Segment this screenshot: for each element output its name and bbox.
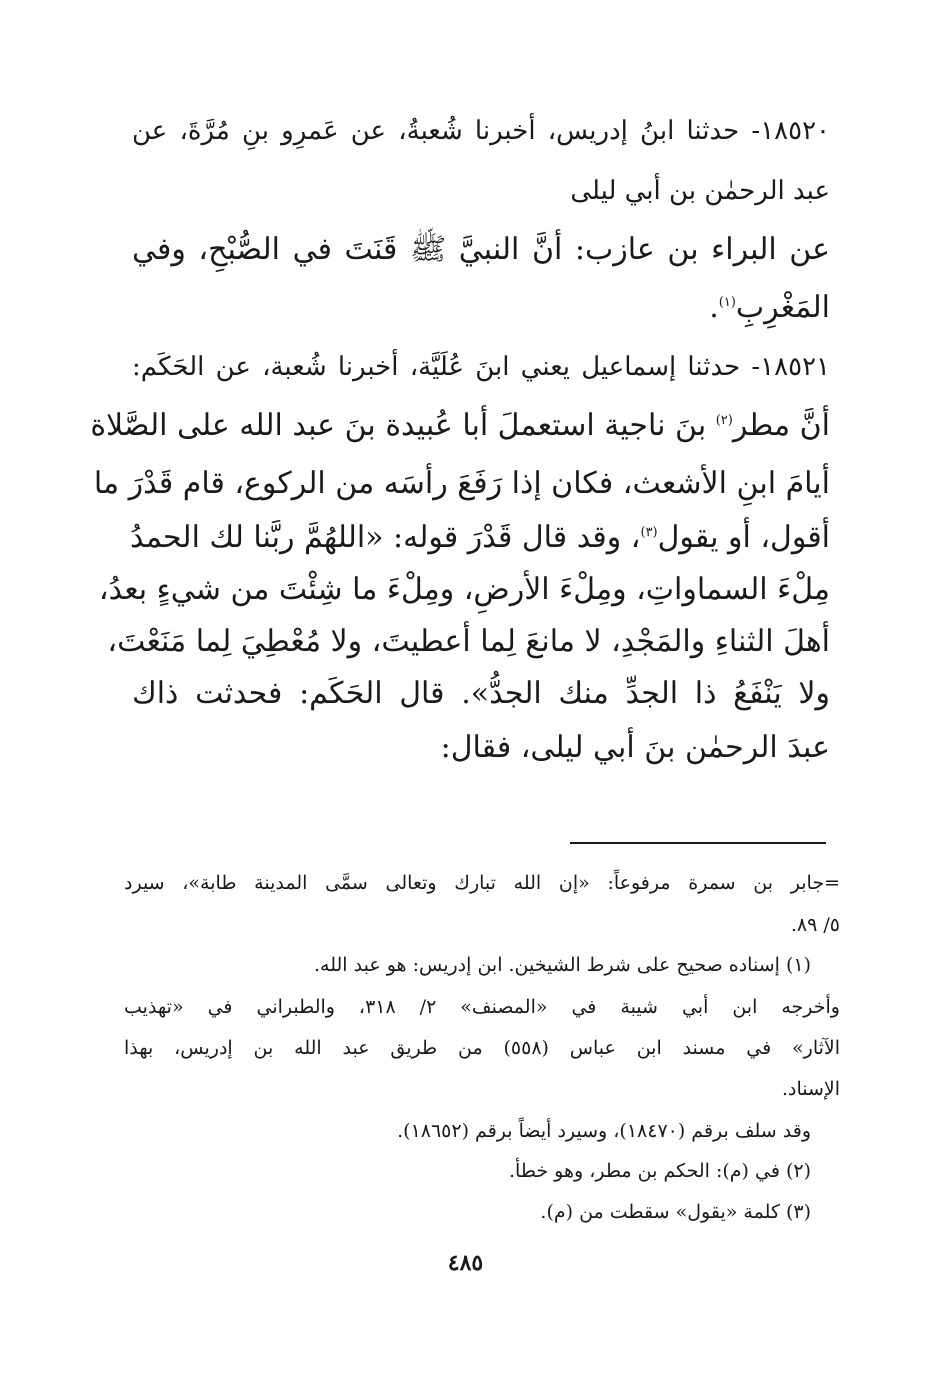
hadith-18521-line-2 <box>90 408 830 444</box>
footnote-3: (٣) كلمة «يقول» سقطت من (م). <box>540 1201 811 1223</box>
footnote-2: (٢) في (م): الحكم بن مطر، وهو خطأ. <box>508 1160 811 1182</box>
hadith-18521-line-2-a: أنَّ مطر <box>732 408 830 443</box>
hadith-18521-line-7: ولا يَنْفَعُ ذا الجدِّ منك الجدُّ». قال الحَكَم: فحدثت ذاك <box>132 676 830 711</box>
footnote-1-line-5: وقد سلف برقم (١٨٤٧٠)، وسيرد أيضاً برقم (١٨٦٥٢). <box>397 1120 811 1142</box>
hadith-18520-line-1: ١٨٥٢٠- حدثنا ابنُ إدريس، أخبرنا شُعبةُ، عن عَمرِو بنِ مُرَّةَ، عن <box>132 116 831 146</box>
hadith-18521-line-2-b: بنَ ناجية استعملَ أبا عُبيدة بنَ عبد الله على الصَّلاة <box>90 408 716 443</box>
hadith-18521-line-3: أيامَ ابنِ الأشعث، فكان إذا رَفَعَ رأسَه من الركوع، قام قَدْرَ ما <box>93 466 830 501</box>
footnote-ref-3: (٣) <box>640 525 658 540</box>
footnote-separator <box>570 842 826 844</box>
footnote-1-line-4: الإسناد. <box>781 1078 840 1100</box>
hadith-18520-line-2: عبد الرحمٰن بن أبي ليلى <box>570 176 830 206</box>
footnote-continuation-line-2: ٥/ ٨٩. <box>790 914 840 936</box>
hadith-18520-line-4-end: . <box>709 290 719 325</box>
footnote-continuation-line-1: =جابر بن سمرة مرفوعاً: «إن الله تبارك وتعالى سمَّى المدينة طابة»، سيرد <box>124 872 840 894</box>
hadith-18521-line-4 <box>129 520 830 556</box>
hadith-18520-line-4-text: المَغْرِبِ <box>735 290 830 325</box>
hadith-18521-line-5: مِلْءَ السماواتِ، ومِلْءَ الأرضِ، ومِلْءَ ما شِئْتَ من شيءٍ بعدُ، <box>98 572 830 607</box>
hadith-18520-line-3: عن البراء بن عازب: أنَّ النبيَّ ﷺ قَنَتَ في الصُّبْحِ، وفي <box>132 232 830 267</box>
hadith-18521-line-4-b: ، وقد قال قَدْرَ قوله: «اللهُمَّ ربَّنا لك الحمدُ <box>129 520 641 555</box>
hadith-18520-line-4 <box>132 290 830 326</box>
footnote-1-line-3: الآثار» في مسند ابن عباس (٥٥٨) من طريق عبد الله بن إدريس، بهذا <box>124 1037 841 1059</box>
hadith-18521-line-8: عبدَ الرحمٰن بنَ أبي ليلى، فقال: <box>440 730 830 765</box>
hadith-18521-line-6: أهلَ الثناءِ والمَجْدِ، لا مانعَ لِما أعطيتَ، ولا مُعْطِيَ لِما مَنَعْتَ، <box>107 624 830 659</box>
footnote-1-line-2: وأخرجه ابن أبي شيبة في «المصنف» ٢/ ٣١٨، والطبراني في «تهذيب <box>124 996 840 1018</box>
page-number: ٤٨٥ <box>447 1250 484 1276</box>
hadith-18521-line-4-a: أقول، أو يقول <box>657 520 830 555</box>
footnote-1-line-1: (١) إسناده صحيح على شرط الشيخين. ابن إدريس: هو عبد الله. <box>314 954 811 976</box>
hadith-18521-line-1: ١٨٥٢١- حدثنا إسماعيل يعني ابنَ عُلَيَّة، أخبرنا شُعبة، عن الحَكَم: <box>132 352 830 382</box>
footnote-ref-1: (١) <box>718 295 736 310</box>
footnote-ref-2: (٢) <box>715 413 733 428</box>
